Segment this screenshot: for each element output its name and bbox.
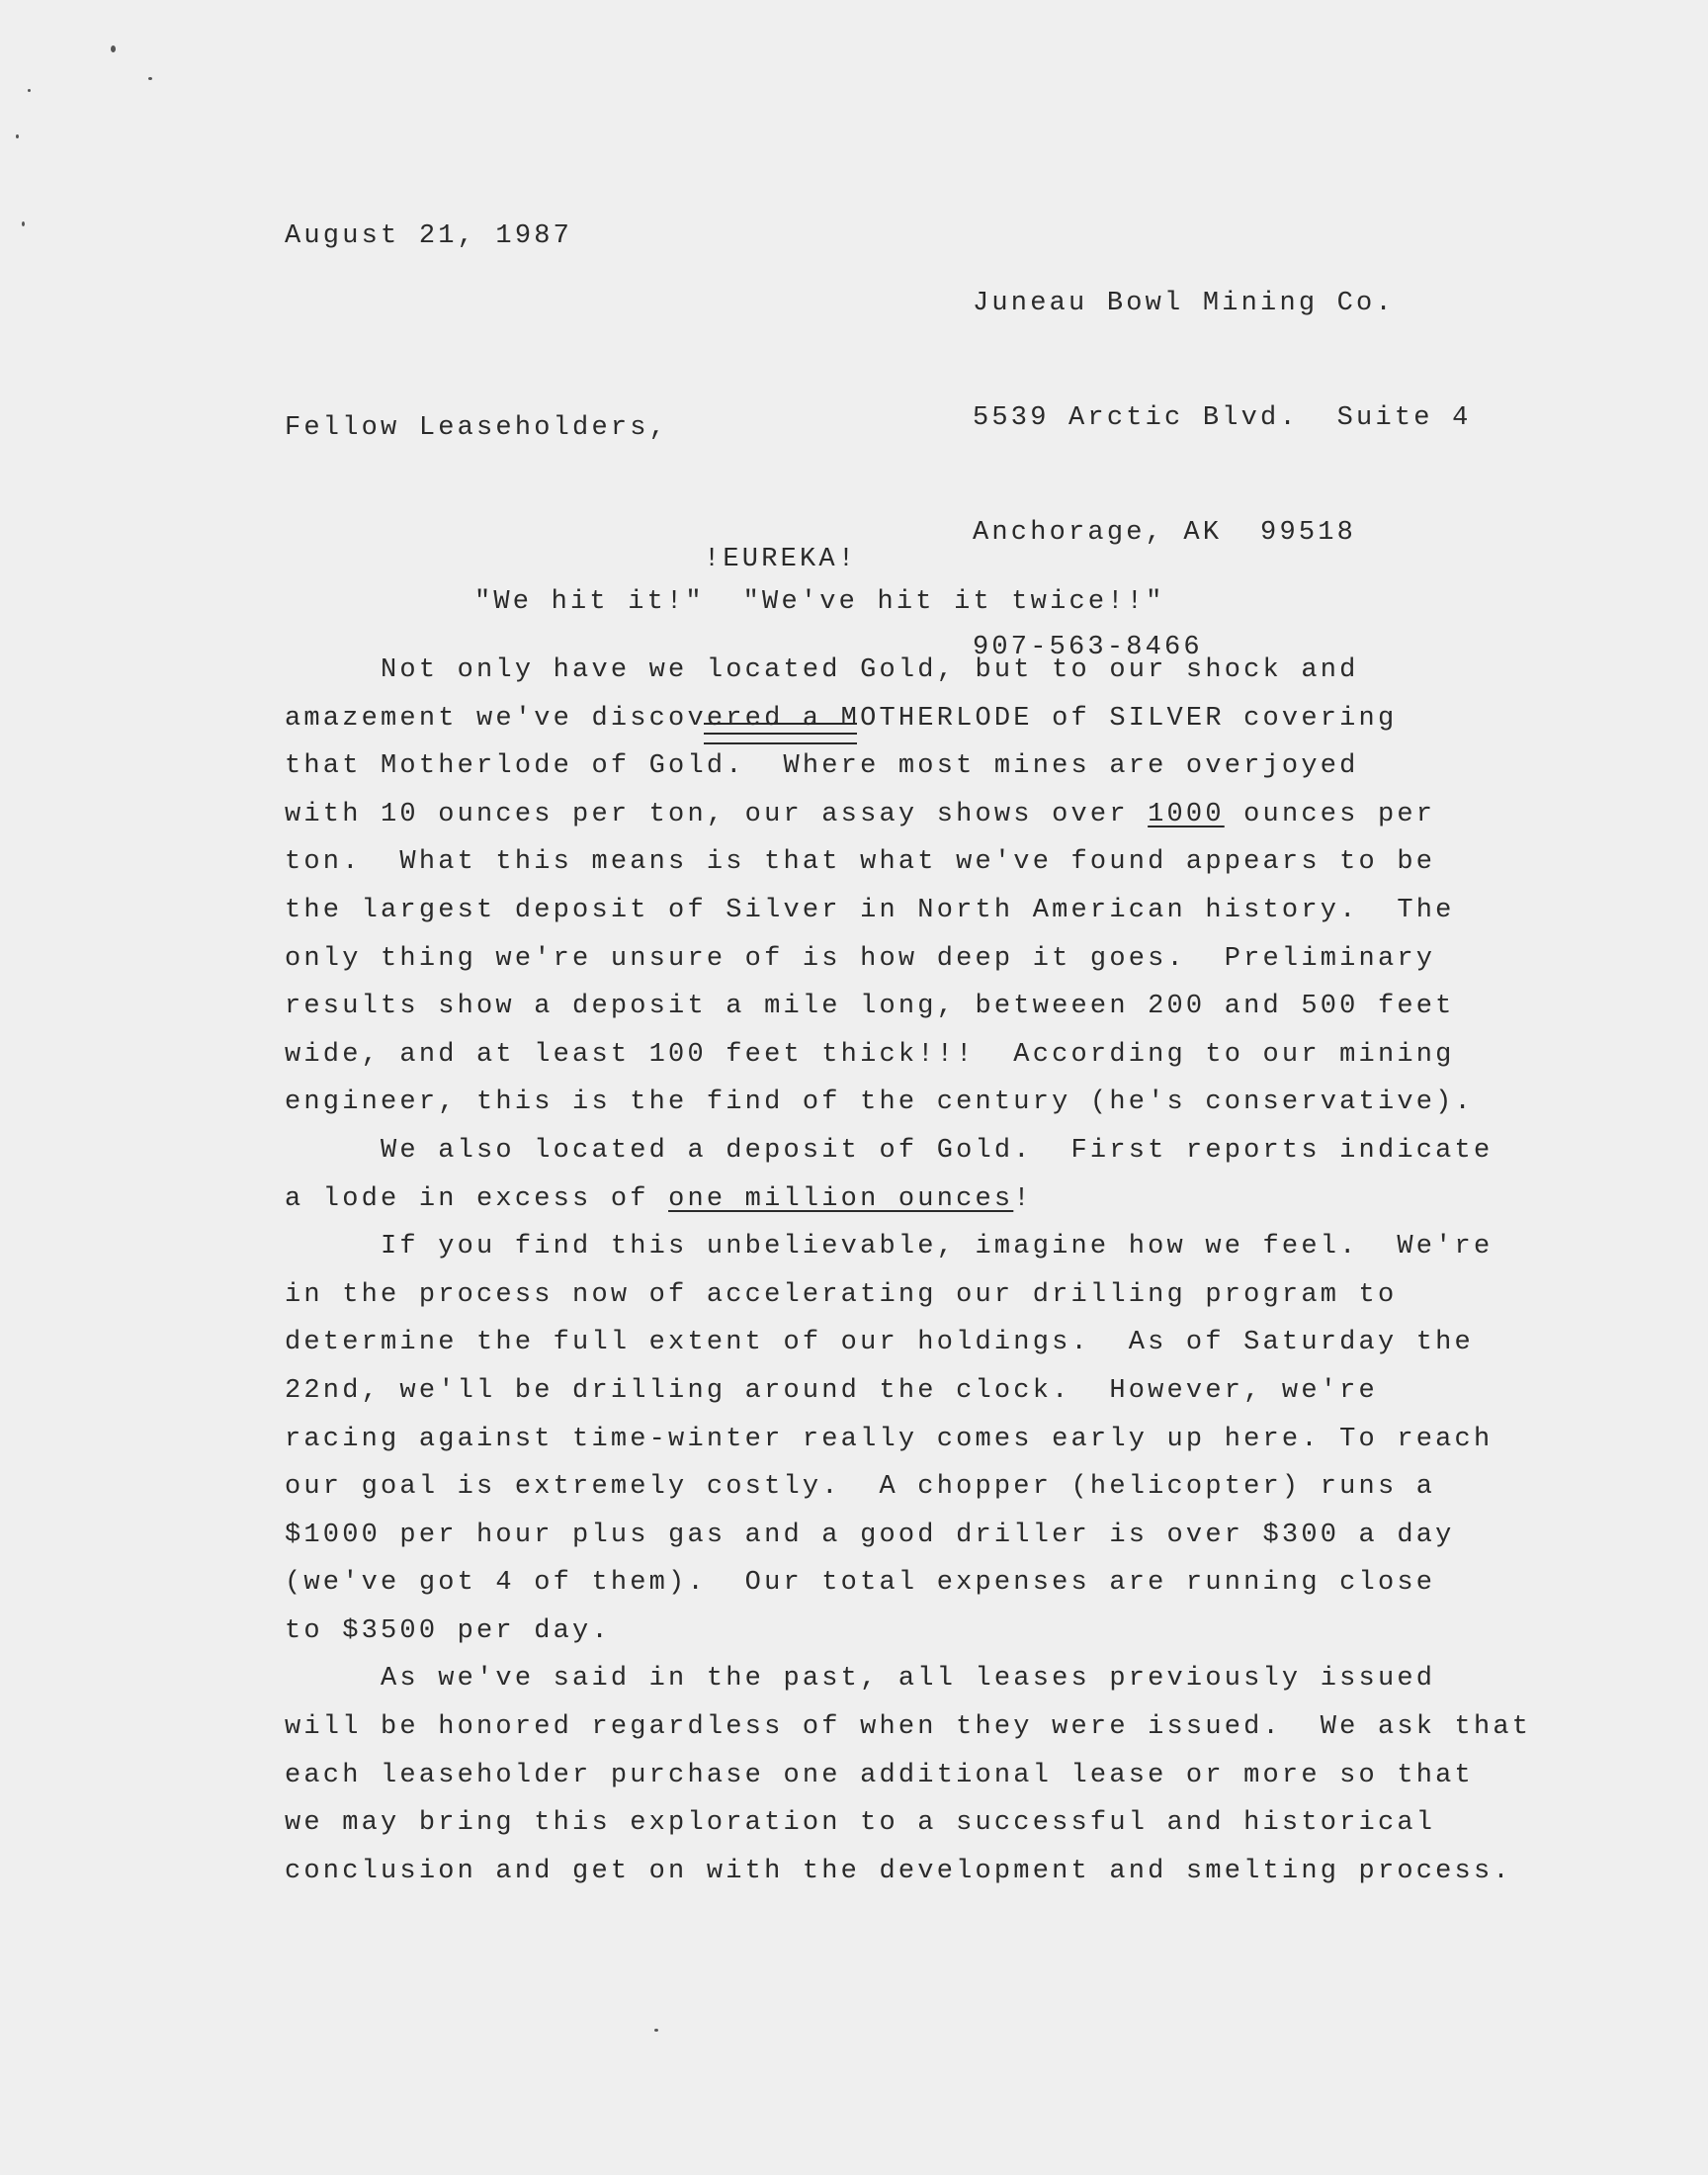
company-name: Juneau Bowl Mining Co.	[973, 289, 1395, 318]
body-line: our goal is extremely costly. A chopper (helicopter) runs a	[285, 1472, 1436, 1503]
body-line	[285, 1175, 1530, 1224]
underlined-amount: 1000	[1148, 799, 1225, 829]
body-line: the largest deposit of Silver in North American history. The	[285, 895, 1455, 925]
paragraph-3	[285, 1223, 1530, 1655]
paragraph-1	[285, 647, 1530, 1127]
body-line: Not only have we located Gold, but to our shock and	[285, 655, 1359, 685]
body-line: determine the full extent of our holdings. As of Saturday the	[285, 1328, 1474, 1358]
body-line: we may bring this exploration to a successful and historical	[285, 1808, 1436, 1839]
scan-speck	[148, 77, 152, 80]
body-line: only thing we're unsure of is how deep it goes. Preliminary	[285, 943, 1436, 974]
letter-date: August 21, 1987	[285, 221, 573, 251]
scan-speck	[16, 134, 19, 138]
body-line: $1000 per hour plus gas and a good driller is over $300 a day	[285, 1520, 1455, 1550]
body-line: As we've said in the past, all leases previously issued	[285, 1664, 1436, 1695]
body-line: results show a deposit a mile long, betweeen 200 and 500 feet	[285, 992, 1455, 1022]
scan-speck	[654, 2029, 658, 2032]
scan-speck	[28, 89, 31, 92]
body-text-run: !	[1013, 1183, 1033, 1214]
scan-speck	[22, 221, 25, 226]
body-line: conclusion and get on with the development and smelting process.	[285, 1856, 1512, 1886]
body-line: to $3500 per day.	[285, 1615, 611, 1646]
body-line: (we've got 4 of them). Our total expenses are running close	[285, 1568, 1436, 1599]
body-line: engineer, this is the find of the century (he's conservative).	[285, 1088, 1474, 1118]
body-line: in the process now of accelerating our drilling program to	[285, 1279, 1398, 1310]
letter-body	[285, 647, 1530, 1895]
headline: !EUREKA!	[704, 545, 858, 574]
body-line: racing against time-winter really comes early up here. To reach	[285, 1424, 1494, 1454]
body-line: ton. What this means is that what we've found appears to be	[285, 847, 1436, 878]
body-text-run: with 10 ounces per ton, our assay shows over	[285, 799, 1149, 829]
body-line: If you find this unbelievable, imagine how we feel. We're	[285, 1232, 1494, 1262]
body-line: wide, and at least 100 feet thick!!! According to our mining	[285, 1039, 1455, 1070]
body-line: amazement we've discovered a MOTHERLODE of SILVER covering	[285, 703, 1398, 734]
body-line	[285, 791, 1530, 839]
body-text-run: a lode in excess of	[285, 1183, 669, 1214]
quote-line: "We hit it!" "We've hit it twice!!"	[474, 587, 1165, 617]
salutation: Fellow Leaseholders,	[285, 413, 669, 443]
address-line-1: 5539 Arctic Blvd. Suite 4	[973, 403, 1472, 433]
paragraph-4	[285, 1655, 1530, 1895]
body-line: that Motherlode of Gold. Where most mines are overjoyed	[285, 751, 1359, 782]
paragraph-2	[285, 1127, 1530, 1223]
body-line: each leaseholder purchase one additional lease or more so that	[285, 1760, 1474, 1790]
body-text-run: ounces per	[1224, 799, 1436, 829]
address-line-2: Anchorage, AK 99518	[973, 518, 1357, 548]
body-line: 22nd, we'll be drilling around the clock. However, we're	[285, 1375, 1378, 1406]
body-line: will be honored regardless of when they were issued. We ask that	[285, 1712, 1532, 1743]
body-line: We also located a deposit of Gold. First reports indicate	[285, 1135, 1494, 1166]
scan-speck	[111, 45, 116, 52]
underlined-amount: one million ounces	[668, 1183, 1014, 1214]
phone-number: 907-563-8466	[973, 633, 1203, 662]
